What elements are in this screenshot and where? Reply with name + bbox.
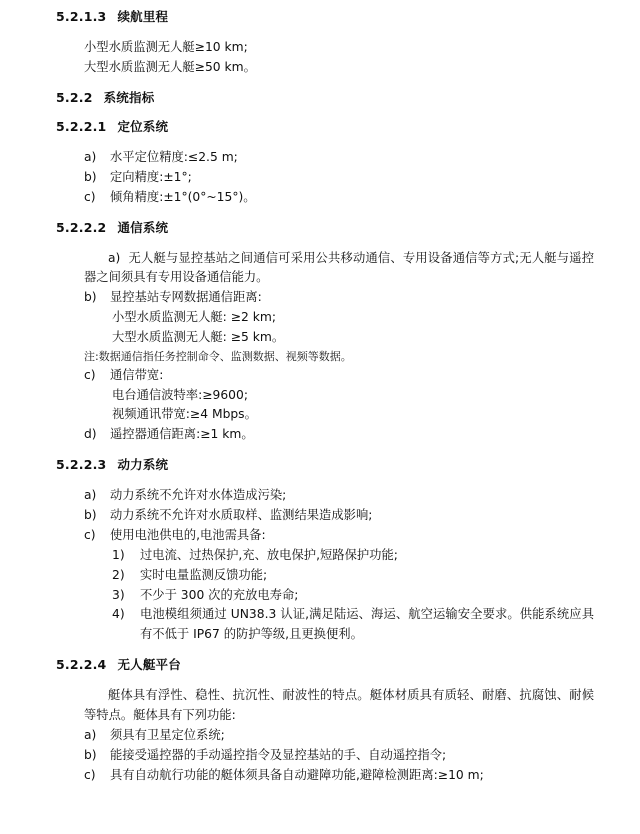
list-item-a	[56, 249, 594, 289]
list-item-d	[56, 425, 594, 445]
list-marker: c)	[84, 367, 96, 382]
list-marker: a)	[84, 727, 97, 742]
list-marker: b)	[84, 290, 97, 305]
list-marker: 2)	[112, 567, 125, 582]
list-marker: a)	[108, 250, 121, 265]
sub-list-item	[56, 586, 594, 606]
sub-line: 视频通讯带宽:≥4 Mbps。	[112, 407, 257, 422]
list-text: 须具有卫星定位系统;	[110, 727, 225, 742]
list-text: 过电流、过热保护,充、放电保护,短路保护功能;	[140, 547, 398, 562]
list-text: 实时电量监测反馈功能;	[140, 567, 268, 582]
heading-number: 5.2.2.3	[56, 457, 107, 473]
list-item-c	[56, 366, 594, 386]
text-line: 小型水质监测无人艇≥10 km;	[84, 39, 248, 54]
text-line: 大型水质监测无人艇≥50 km。	[84, 59, 256, 74]
list-marker: b)	[84, 169, 97, 184]
list-item	[56, 766, 594, 786]
heading-title: 动力系统	[117, 457, 169, 473]
heading-number: 5.2.2.4	[56, 657, 107, 673]
list-text: 具有自动航行功能的艇体须具备自动避障功能,避障检测距离:≥10 m;	[110, 767, 484, 782]
heading-5-2-2-4	[56, 656, 594, 675]
list-item	[56, 148, 594, 168]
heading-5-2-1-3	[56, 8, 594, 27]
list-marker: c)	[84, 189, 96, 204]
sub-list-item	[56, 605, 594, 645]
list-text: 无人艇与显控基站之间通信可采用公共移动通信、专用设备通信等方式;无人艇与遥控器之间须具有专用设备通信能力。	[84, 250, 594, 285]
list-marker: b)	[84, 507, 97, 522]
list-item-b	[56, 288, 594, 308]
sub-line: 小型水质监测无人艇: ≥2 km;	[112, 310, 277, 325]
list-item	[56, 506, 594, 526]
heading-title: 定位系统	[117, 119, 169, 135]
list-item	[56, 168, 594, 188]
list-marker: 4)	[112, 607, 125, 622]
sub-line: 大型水质监测无人艇: ≥5 km。	[112, 330, 285, 345]
list-text: 使用电池供电的,电池需具备:	[110, 527, 266, 542]
heading-title: 系统指标	[103, 89, 155, 105]
heading-5-2-2-1	[56, 118, 594, 137]
list-marker: b)	[84, 747, 97, 762]
sub-list-item	[56, 566, 594, 586]
list-marker: a)	[84, 488, 97, 503]
list-marker: a)	[84, 150, 97, 165]
list-text: 动力系统不允许对水质取样、监测结果造成影响;	[110, 507, 373, 522]
list-text: 显控基站专网数据通信距离:	[110, 290, 262, 305]
heading-5-2-2-2	[56, 219, 594, 238]
list-item	[56, 486, 594, 506]
heading-number: 5.2.2.2	[56, 219, 107, 235]
sub-list-item	[56, 546, 594, 566]
list-text: 不少于 300 次的充放电寿命;	[140, 587, 299, 602]
heading-number: 5.2.2.1	[56, 119, 107, 135]
list-text: 动力系统不允许对水体造成污染;	[110, 488, 287, 503]
list-text: 电池模组须通过 UN38.3 认证,满足陆运、海运、航空运输安全要求。供能系统应具有不低于 IP67 的防护等级,且更换便利。	[140, 607, 594, 642]
heading-5-2-2-3	[56, 456, 594, 475]
section-paragraph: 艇体具有浮性、稳性、抗沉性、耐波性的特点。艇体材质具有质轻、耐磨、抗腐蚀、耐候等特点。艇体具有下列功能:	[84, 688, 594, 722]
list-text: 定向精度:±1°;	[110, 169, 192, 184]
list-item	[56, 746, 594, 766]
heading-title: 无人艇平台	[117, 657, 181, 673]
list-text: 通信带宽:	[110, 367, 164, 382]
heading-number: 5.2.1.3	[56, 9, 107, 24]
heading-5-2-2	[56, 89, 594, 108]
list-text: 水平定位精度:≤2.5 m;	[110, 150, 238, 165]
list-item	[56, 726, 594, 746]
list-marker: 1)	[112, 547, 125, 562]
list-marker: c)	[84, 527, 96, 542]
list-text: 倾角精度:±1°(0°~15°)。	[110, 189, 256, 204]
heading-title: 续航里程	[117, 9, 169, 24]
sub-line: 电台通信波特率:≥9600;	[112, 387, 248, 402]
list-marker: d)	[84, 427, 97, 442]
list-marker: c)	[84, 767, 96, 782]
list-text: 能接受遥控器的手动遥控指令及显控基站的手、自动遥控指令;	[110, 747, 447, 762]
list-marker: 3)	[112, 587, 125, 602]
list-item	[56, 188, 594, 208]
heading-title: 通信系统	[117, 219, 169, 235]
heading-number: 5.2.2	[56, 89, 93, 105]
list-item	[56, 526, 594, 546]
list-text: 遥控器通信距离:≥1 km。	[110, 427, 254, 442]
note-line: 注:数据通信指任务控制命令、监测数据、视频等数据。	[84, 350, 352, 364]
